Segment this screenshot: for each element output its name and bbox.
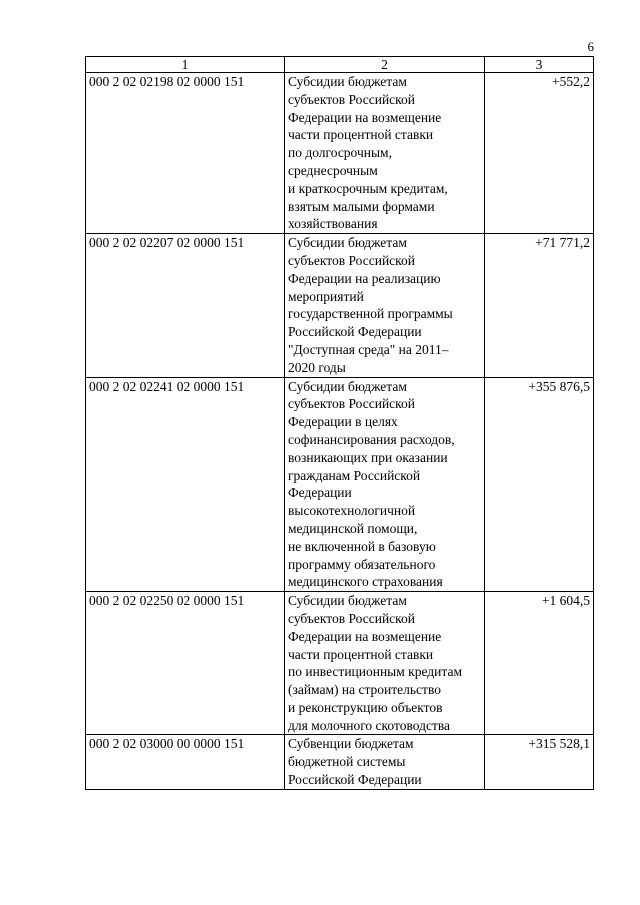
description-line: софинансирования расходов, <box>288 431 455 447</box>
description-line: Субвенции бюджетам <box>288 736 414 752</box>
description-line: субъектов Российской <box>288 610 416 626</box>
budget-code-cell: 000 2 02 02241 02 0000 151 <box>86 377 285 592</box>
description-line: Российской Федерации <box>288 324 422 340</box>
description-line: программу обязательного <box>288 556 436 572</box>
description-line: бюджетной системы <box>288 754 406 770</box>
description-line: мероприятий <box>288 288 364 304</box>
description-line: среднесрочным <box>288 162 378 178</box>
amount-cell: +315 528,1 <box>485 735 594 789</box>
description-line: субъектов Российской <box>288 252 416 268</box>
page-number: 6 <box>587 39 594 54</box>
amount-cell: +71 771,2 <box>485 234 594 377</box>
description-line: Федерации на возмещение <box>288 109 442 125</box>
description-line: Субсидии бюджетам <box>288 235 407 251</box>
description-line: по инвестиционным кредитам <box>288 664 462 680</box>
description-cell <box>285 735 485 789</box>
table-row <box>86 73 594 234</box>
description-line: Федерации на реализацию <box>288 270 441 286</box>
description-line: "Доступная среда" на 2011– <box>288 341 449 357</box>
description-line: государственной программы <box>288 306 453 322</box>
table-row <box>86 592 594 735</box>
description-line: и реконструкцию объектов <box>288 699 443 715</box>
amount-cell: +355 876,5 <box>485 377 594 592</box>
description-line: взятым малыми формами <box>288 198 435 214</box>
description-line: медицинской помощи, <box>288 520 418 536</box>
description-line: 2020 годы <box>288 359 346 375</box>
description-line: Субсидии бюджетам <box>288 378 407 394</box>
description-cell <box>285 592 485 735</box>
description-line: гражданам Российской <box>288 467 421 483</box>
description-line: хозяйствования <box>288 216 378 232</box>
description-line: субъектов Российской <box>288 396 416 412</box>
description-line: (займам) на строительство <box>288 682 441 698</box>
description-line: медицинского страхования <box>288 574 443 590</box>
description-cell <box>285 377 485 592</box>
table-row <box>86 377 594 592</box>
description-line: Федерации <box>288 485 352 501</box>
column-header-1: 1 <box>86 57 285 73</box>
amount-cell: +552,2 <box>485 73 594 234</box>
description-line: Субсидии бюджетам <box>288 593 407 609</box>
table-row <box>86 234 594 377</box>
description-line: и краткосрочным кредитам, <box>288 180 448 196</box>
description-line: части процентной ставки <box>288 646 434 662</box>
description-line: субъектов Российской <box>288 91 416 107</box>
description-line: для молочного скотоводства <box>288 717 451 733</box>
budget-code-cell: 000 2 02 03000 00 0000 151 <box>86 735 285 789</box>
description-line: Российской Федерации <box>288 772 422 788</box>
description-line: высокотехнологичной <box>288 503 416 519</box>
table-body <box>86 73 594 790</box>
budget-code-cell: 000 2 02 02207 02 0000 151 <box>86 234 285 377</box>
description-cell <box>285 234 485 377</box>
description-line: части процентной ставки <box>288 127 434 143</box>
table-row <box>86 735 594 789</box>
description-line: по долгосрочным, <box>288 145 392 161</box>
description-cell <box>285 73 485 234</box>
description-line: Федерации в целях <box>288 414 398 430</box>
description-line: Субсидии бюджетам <box>288 74 407 89</box>
amount-cell: +1 604,5 <box>485 592 594 735</box>
column-header-2: 2 <box>285 57 485 73</box>
description-line: возникающих при оказании <box>288 449 448 465</box>
description-line: Федерации на возмещение <box>288 628 442 644</box>
budget-code-cell: 000 2 02 02250 02 0000 151 <box>86 592 285 735</box>
column-header-3: 3 <box>485 57 594 73</box>
budget-code-cell: 000 2 02 02198 02 0000 151 <box>86 73 285 234</box>
description-line: не включенной в базовую <box>288 538 436 554</box>
table-header-row <box>86 57 594 73</box>
budget-table <box>85 56 594 790</box>
